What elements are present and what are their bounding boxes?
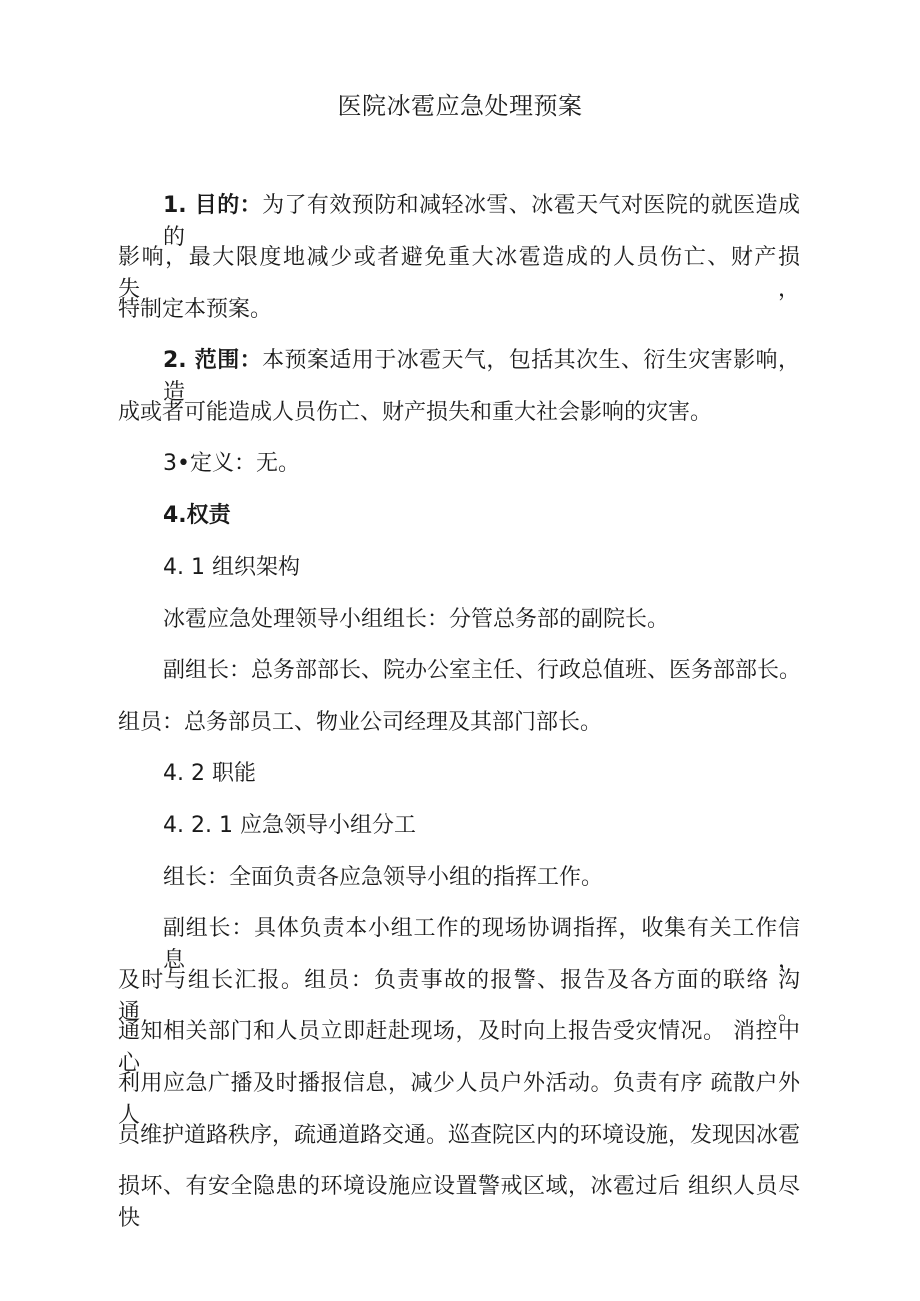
section-label-purpose: 1. 目的：: [163, 193, 263, 218]
paragraph-line: 特制定本预案。: [118, 297, 273, 322]
subsection-heading: 4. 1 组织架构: [163, 555, 300, 580]
paragraph-line: 影响，最大限度地减少或者避免重大冰雹造成的人员伤亡、财产损 失，: [118, 245, 800, 302]
paragraph-line-definition: 3•定义：无。: [163, 451, 300, 476]
document-title: 医院冰雹应急处理预案: [337, 92, 583, 120]
section-heading-responsibility: 4.权责: [163, 503, 231, 528]
section-label-scope: 2. 范围：: [163, 348, 263, 373]
paragraph-text: 为了有效预防和减轻冰雪、冰雹天气对医院的就医造成 的: [163, 193, 800, 250]
paragraph-line: 组长：全面负责各应急领导小组的指挥工作。: [163, 865, 604, 890]
paragraph-line: 及时与组长汇报。组员：负责事故的报警、报告及各方面的联络 沟通。: [118, 968, 800, 1025]
subsection-heading: 4. 2. 1 应急领导小组分工: [163, 813, 416, 838]
paragraph-line: 成或者可能造成人员伤亡、财产损失和重大社会影响的灾害。: [118, 400, 713, 425]
paragraph-line: 通知相关部门和人员立即赶赴现场，及时向上报告受灾情况。 消控中心: [118, 1019, 800, 1076]
paragraph-line: 损坏、有安全隐患的环境设施应设置警戒区域，冰雹过后 组织人员尽快: [118, 1174, 800, 1231]
paragraph-line: 冰雹应急处理领导小组组长：分管总务部的副院长。: [163, 607, 670, 632]
subsection-heading: 4. 2 职能: [163, 761, 256, 786]
paragraph-line: 副组长：具体负责本小组工作的现场协调指挥，收集有关工作信 息，: [163, 916, 800, 973]
paragraph-line: 组员：总务部员工、物业公司经理及其部门部长。: [118, 710, 603, 735]
paragraph-text: 本预案适用于冰雹天气，包括其次生、衍生灾害影响，造: [163, 348, 800, 405]
paragraph-line: 员维护道路秩序，疏通道路交通。巡查院区内的环境设施，发现因冰雹: [118, 1123, 801, 1148]
paragraph-line: 利用应急广播及时播报信息，减少人员户外活动。负责有序 疏散户外人: [118, 1071, 800, 1128]
paragraph-line: 副组长：总务部部长、院办公室主任、行政总值班、医务部部长。: [163, 658, 802, 683]
